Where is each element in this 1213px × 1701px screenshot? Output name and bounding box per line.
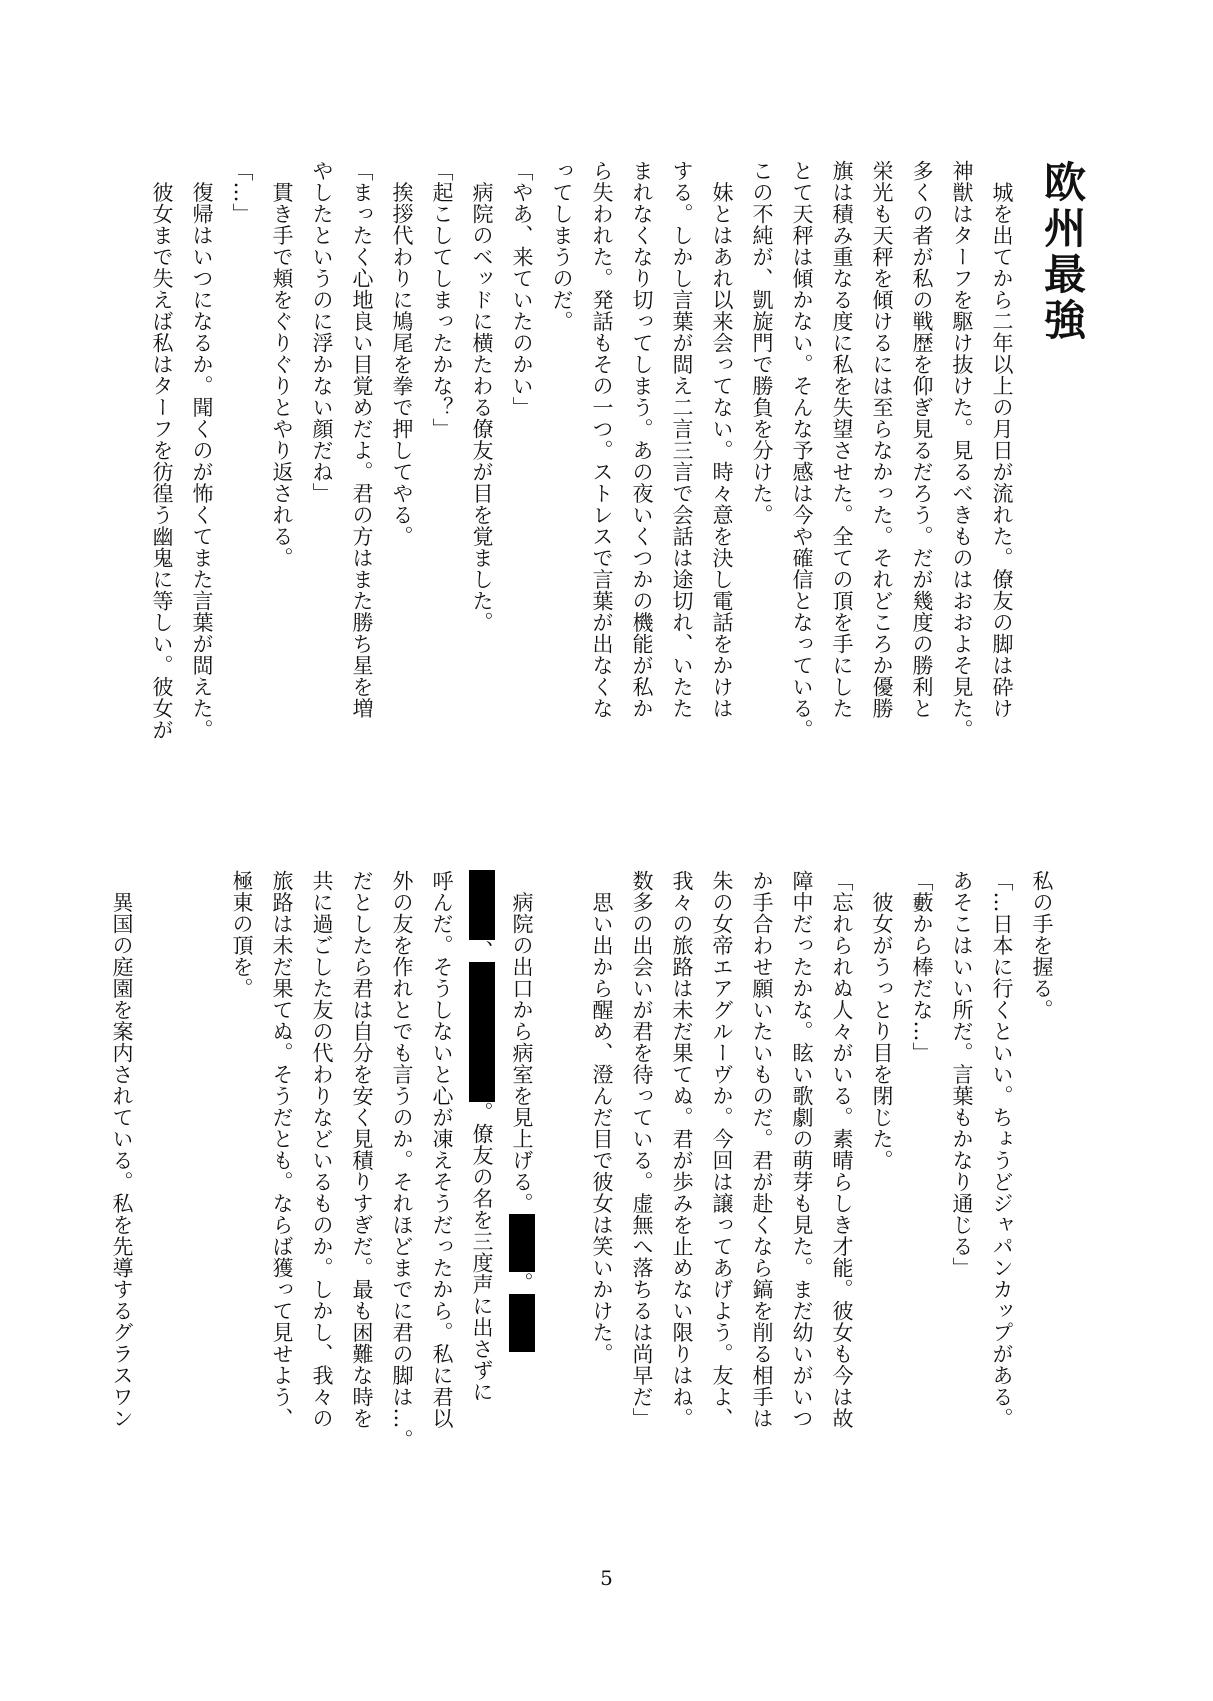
paragraph-line: とて天秤は傾かない。そんな予感は今や確信となっている。 xyxy=(790,160,814,741)
paragraph-line xyxy=(142,870,182,1525)
paragraph-line: まれなくなり切ってしまう。あの夜いくつかの機能が私か xyxy=(630,160,654,719)
paragraph-line: 「まったく心地良い目覚めだよ。君の方はまた勝ち星を増 xyxy=(350,160,374,719)
paragraph-line: か手合わせ願いたいものだ。君が赴くなら鎬を削る相手は xyxy=(750,870,774,1429)
paragraph-line: 共に過ごした友の代わりなどいるものか。しかし、我々の xyxy=(310,870,334,1429)
paragraph-line: 栄光も天秤を傾けるには至らなかった。それどころか優勝 xyxy=(870,160,894,719)
paragraph-line: 朱の女帝エアグルーヴか。今回は譲ってあげよう。友よ、 xyxy=(710,870,734,1429)
paragraph-line: この不純が、凱旋門で勝負を分けた。 xyxy=(750,160,774,526)
paragraph-line: 「やあ、来ていたのかい」 xyxy=(510,160,534,418)
paragraph-line: 「…」 xyxy=(230,160,254,225)
paragraph-line: 城を出てから二年以上の月日が流れた。僚友の脚は砕け xyxy=(990,160,1014,719)
paragraph-line: 彼女がうっとり目を閉じた。 xyxy=(870,870,894,1171)
redaction-bar xyxy=(469,870,495,940)
paragraph-line: 多くの者が私の戦歴を仰ぎ見るだろう。だが幾度の勝利と xyxy=(910,160,934,719)
paragraph-line: 「忘れられぬ人々がいる。素晴らしき才能。彼女も今は故 xyxy=(830,870,854,1429)
paragraph-line: 極東の頂を。 xyxy=(230,870,254,999)
paragraph-line: 旗は積み重なる度に私を失望させた。全ての頂を手にした xyxy=(830,160,854,719)
paragraph-line: 「藪から棒だな…」 xyxy=(910,870,934,1064)
paragraph-line: だとしたら君は自分を安く見積りすぎだ。最も困難な時を xyxy=(350,870,374,1429)
paragraph-line: 異国の庭園を案内されている。私を先導するグラスワン xyxy=(110,870,134,1429)
paragraph-line: 「…日本に行くといい。ちょうどジャパンカップがある。 xyxy=(990,870,1014,1429)
upper-text-block xyxy=(150,160,1022,808)
paragraph-line: 挨拶代わりに鳩尾を拳で押してやる。 xyxy=(390,160,414,547)
paragraph-line: する。しかし言葉が閊え二言三言で会話は途切れ、いたた xyxy=(670,160,694,719)
paragraph-line: 妹とはあれ以来会ってない。時々意を決し電話をかけは xyxy=(710,160,734,719)
paragraph-line: 外の友を作れとでも言うのか。それほどまでに君の脚は…。 xyxy=(390,870,414,1451)
paragraph-line: 復帰はいつになるか。聞くのが怖くてまた言葉が閊えた。 xyxy=(190,160,214,741)
page-number: 5 xyxy=(600,1566,613,1590)
paragraph-line xyxy=(542,870,582,1525)
paragraph-line: 神獣はターフを駆け抜けた。見るべきものはおおよそ見た。 xyxy=(950,160,974,741)
paragraph-line: 彼女まで失えば私はターフを彷徨う幽鬼に等しい。彼女が xyxy=(150,160,174,741)
redaction-bar xyxy=(469,962,495,1032)
lower-text-block xyxy=(110,870,1062,1525)
paragraph-line: 貫き手で頬をぐりぐりとやり返される。 xyxy=(270,160,294,569)
paragraph-line: 思い出から醒め、澄んだ目で彼女は笑いかけた。 xyxy=(590,870,614,1365)
paragraph-line: 呼んだ。そうしないと心が凍えそうだったから。私に君以 xyxy=(430,870,454,1429)
redaction-bar xyxy=(469,1032,495,1102)
redaction-bar xyxy=(509,1214,535,1272)
redaction-bar xyxy=(509,1294,535,1352)
paragraph-line: ら失われた。発話もその一つ。ストレスで言葉が出なくな xyxy=(590,160,614,719)
paragraph-line: 私の手を握る。 xyxy=(1030,870,1054,1021)
story-title: 欧州最強 xyxy=(1038,160,1087,344)
paragraph-line: 障中だったかな。眩い歌劇の萌芽も見た。まだ幼いがいつ xyxy=(790,870,814,1429)
paragraph-line: 我々の旅路は未だ果てぬ。君が歩みを止めない限りはね。 xyxy=(670,870,694,1429)
paragraph-line: 旅路は未だ果てぬ。そうだとも。ならば獲って見せよう、 xyxy=(270,870,294,1429)
paragraph-line: 数多の出会いが君を待っている。虚無へ落ちるは尚早だ」 xyxy=(630,870,654,1429)
paragraph-line: 病院の出口から病室を見上げる。。 xyxy=(502,870,542,1525)
paragraph-line: やしたというのに浮かない顔だね」 xyxy=(310,160,334,504)
paragraph-line: 病院のベッドに横たわる僚友が目を覚ました。 xyxy=(470,160,494,633)
paragraph-line: あそこはいい所だ。言葉もかなり通じる」 xyxy=(950,870,974,1279)
paragraph-line xyxy=(182,870,222,1525)
paragraph-line: ってしまうのだ。 xyxy=(550,160,574,332)
paragraph-line: 「起こしてしまったかな？」 xyxy=(430,160,454,440)
paragraph-line: 、。僚友の名を三度声に出さずに xyxy=(462,870,502,1525)
